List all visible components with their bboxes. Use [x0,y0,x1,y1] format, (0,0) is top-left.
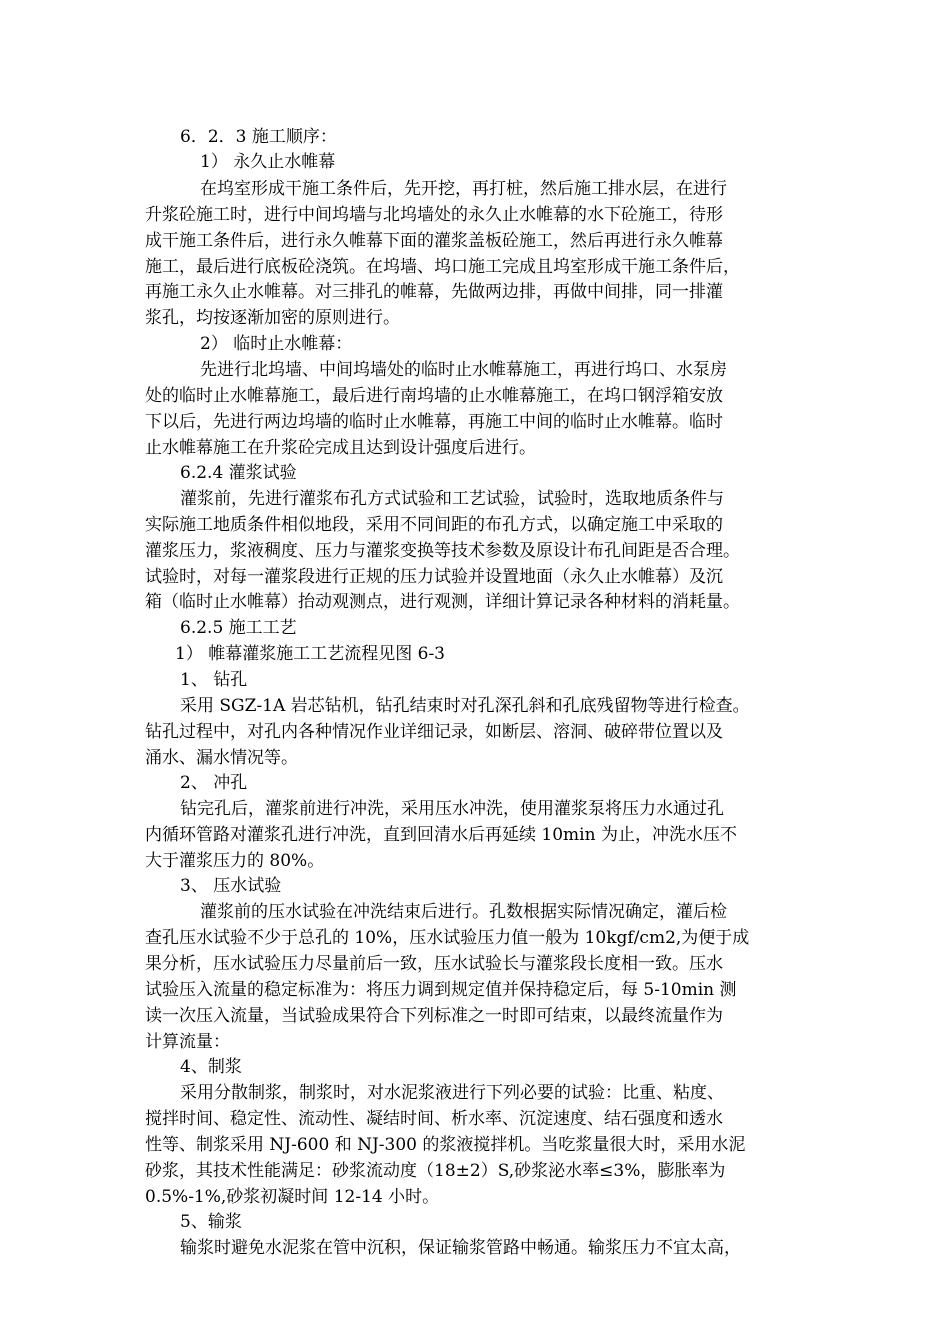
text-line: 灌浆前，先进行灌浆布孔方式试验和工艺试验，试验时，选取地质条件与 [180,489,724,509]
section-heading-6-2-4: 6.2.4 灌浆试验 [180,463,297,483]
text-line: 0.5%-1%,砂浆初凝时间 12-14 小时。 [145,1187,440,1207]
text-line: 大于灌浆压力的 80%。 [145,851,325,871]
section-heading-6-2-3: 6．2．3 施工顺序： [180,127,337,147]
subheading-permanent-curtain: 1） 永久止水帷幕 [200,152,336,172]
step-heading-drilling: 1、 钻孔 [180,670,248,690]
text-line: 采用 SGZ-1A 岩芯钻机，钻孔结束时对孔深孔斜和孔底残留物等进行检查。 [180,696,750,716]
step-heading-water-pressure-test: 3、 压水试验 [180,876,282,896]
text-line: 涌水、漏水情况等。 [145,748,298,768]
text-line: 浆孔，均按逐渐加密的原则进行。 [145,308,400,328]
text-line: 处的临时止水帷幕施工，最后进行南坞墙的止水帷幕施工，在坞口钢浮箱安放 [145,386,723,406]
text-line: 试验压入流量的稳定标准为：将压力调到规定值并保持稳定后，每 5-10min 测 [145,980,737,1000]
text-line: 钻孔过程中，对孔内各种情况作业详细记录，如断层、溶洞、破碎带位置以及 [145,722,723,742]
text-line: 下以后，先进行两边坞墙的临时止水帷幕，再施工中间的临时止水帷幕。临时 [145,412,723,432]
text-line: 实际施工地质条件相似地段，采用不同间距的布孔方式，以确定施工中采取的 [145,515,723,535]
text-line: 输浆时避免水泥浆在管中沉积，保证输浆管路中畅通。输浆压力不宜太高， [180,1238,741,1258]
text-line: 果分析，压水试验压力尽量前后一致，压水试验长与灌浆段长度相一致。压水 [145,954,723,974]
text-line: 采用分散制浆，制浆时，对水泥浆液进行下列必要的试验：比重、粘度、 [180,1083,724,1103]
text-line: 灌浆压力，浆液稠度、压力与灌浆变换等技术参数及原设计布孔间距是否合理。 [145,541,740,561]
text-line: 试验时，对每一灌浆段进行正规的压力试验并设置地面（永久止水帷幕）及沉 [145,567,723,587]
step-heading-grout-delivery: 5、输浆 [180,1212,242,1232]
text-line: 性等、制浆采用 NJ-600 和 NJ-300 的浆液搅拌机。当吃浆量很大时，采用水泥 [145,1135,746,1155]
text-line: 止水帷幕施工在升浆砼完成且达到设计强度后进行。 [145,438,536,458]
step-heading-grout-mixing: 4、制浆 [180,1057,242,1077]
text-line: 箱（临时止水帷幕）抬动观测点，进行观测，详细计算记录各种材料的消耗量。 [145,592,740,612]
text-line: 在坞室形成干施工条件后，先开挖，再打桩，然后施工排水层，在进行 [200,179,727,199]
text-line: 搅拌时间、稳定性、流动性、凝结时间、析水率、沉淀速度、结石强度和透水 [145,1109,723,1129]
text-line: 计算流量： [145,1032,230,1052]
text-line: 升浆砼施工时，进行中间坞墙与北坞墙处的永久止水帷幕的水下砼施工，待形 [145,205,723,225]
text-line: 施工，最后进行底板砼浇筑。在坞墙、坞口施工完成且坞室形成干施工条件后， [145,257,740,277]
text-line: 成干施工条件后，进行永久帷幕下面的灌浆盖板砼施工，然后再进行永久帷幕 [145,231,723,251]
step-heading-flushing: 2、 冲孔 [180,773,248,793]
text-line: 读一次压入流量，当试验成果符合下列标准之一时即可结束，以最终流量作为 [145,1006,723,1026]
text-line: 灌浆前的压水试验在冲洗结束后进行。孔数根据实际情况确定，灌后检 [200,902,727,922]
text-line: 再施工永久止水帷幕。对三排孔的帷幕，先做两边排，再做中间排，同一排灌 [145,282,723,302]
section-heading-6-2-5: 6.2.5 施工工艺 [180,618,297,638]
text-line: 先进行北坞墙、中间坞墙处的临时止水帷幕施工，再进行坞口、水泵房 [200,360,727,380]
text-line: 查孔压水试验不少于总孔的 10%，压水试验压力值一般为 10kgf/cm2,为便于成 [145,928,750,948]
text-line: 内循环管路对灌浆孔进行冲洗，直到回清水后再延续 10min 为止，冲洗水压不 [145,825,737,845]
subheading-flow-chart: 1） 帷幕灌浆施工工艺流程见图 6-3 [175,644,445,664]
text-line: 砂浆，其技术性能满足：砂浆流动度（18±2）S,砂浆泌水率≤3%，膨胀率为 [145,1161,726,1181]
text-line: 钻完孔后，灌浆前进行冲洗，采用压水冲洗，使用灌浆泵将压力水通过孔 [180,799,724,819]
subheading-temporary-curtain: 2） 临时止水帷幕： [200,334,353,354]
